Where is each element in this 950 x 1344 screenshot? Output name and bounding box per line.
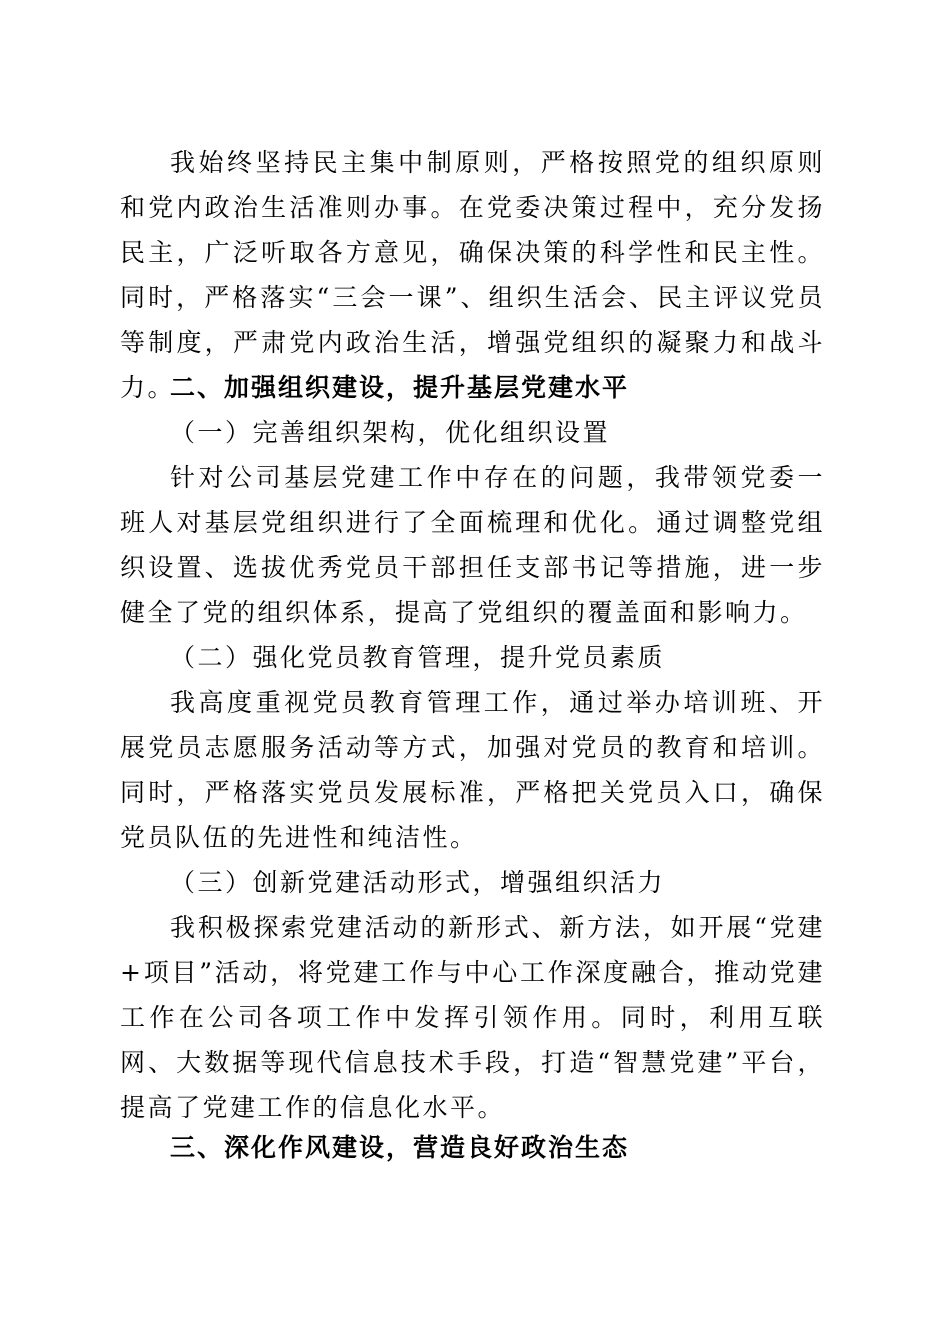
section-heading-organization: 二、加强组织建设，提升基层党建水平 <box>170 373 630 402</box>
subheading-structure: （一）完善组织架构，优化组织设置 <box>170 418 611 447</box>
paragraph-democratic-centralism: 我始终坚持民主集中制原则，严格按照党的组织原则和党内政治生活准则办事。在党委决策过程中，充分发扬民主，广泛听取各方意见，确保决策的科学性和民主性。同时，严格落实“三会一课”、组织生活会、民主评议党员等制度，严肃党内政治生活，增强党组织的凝聚力和战斗力。 <box>120 148 825 402</box>
subheading-innovation: （三）创新党建活动形式，增强组织活力 <box>170 868 666 897</box>
section-heading-work-style: 三、深化作风建设，营造良好政治生态 <box>170 1133 630 1162</box>
paragraph-structure: 针对公司基层党建工作中存在的问题，我带领党委一班人对基层党组织进行了全面梳理和优化。通过调整党组织设置、选拔优秀党员干部担任支部书记等措施，进一步健全了党的组织体系，提高了党组织的覆盖面和影响力。 <box>120 463 825 627</box>
subheading-education: （二）强化党员教育管理，提升党员素质 <box>170 643 666 672</box>
paragraph-education: 我高度重视党员教育管理工作，通过举办培训班、开展党员志愿服务活动等方式，加强对党员的教育和培训。同时，严格落实党员发展标准，严格把关党员入口，确保党员队伍的先进性和纯洁性。 <box>120 688 825 852</box>
paragraph-innovation: 我积极探索党建活动的新形式、新方法，如开展“党建+项目”活动，将党建工作与中心工作深度融合，推动党建工作在公司各项工作中发挥引领作用。同时，利用互联网、大数据等现代信息技术手段，打造“智慧党建”平台，提高了党建工作的信息化水平。 <box>120 913 825 1122</box>
